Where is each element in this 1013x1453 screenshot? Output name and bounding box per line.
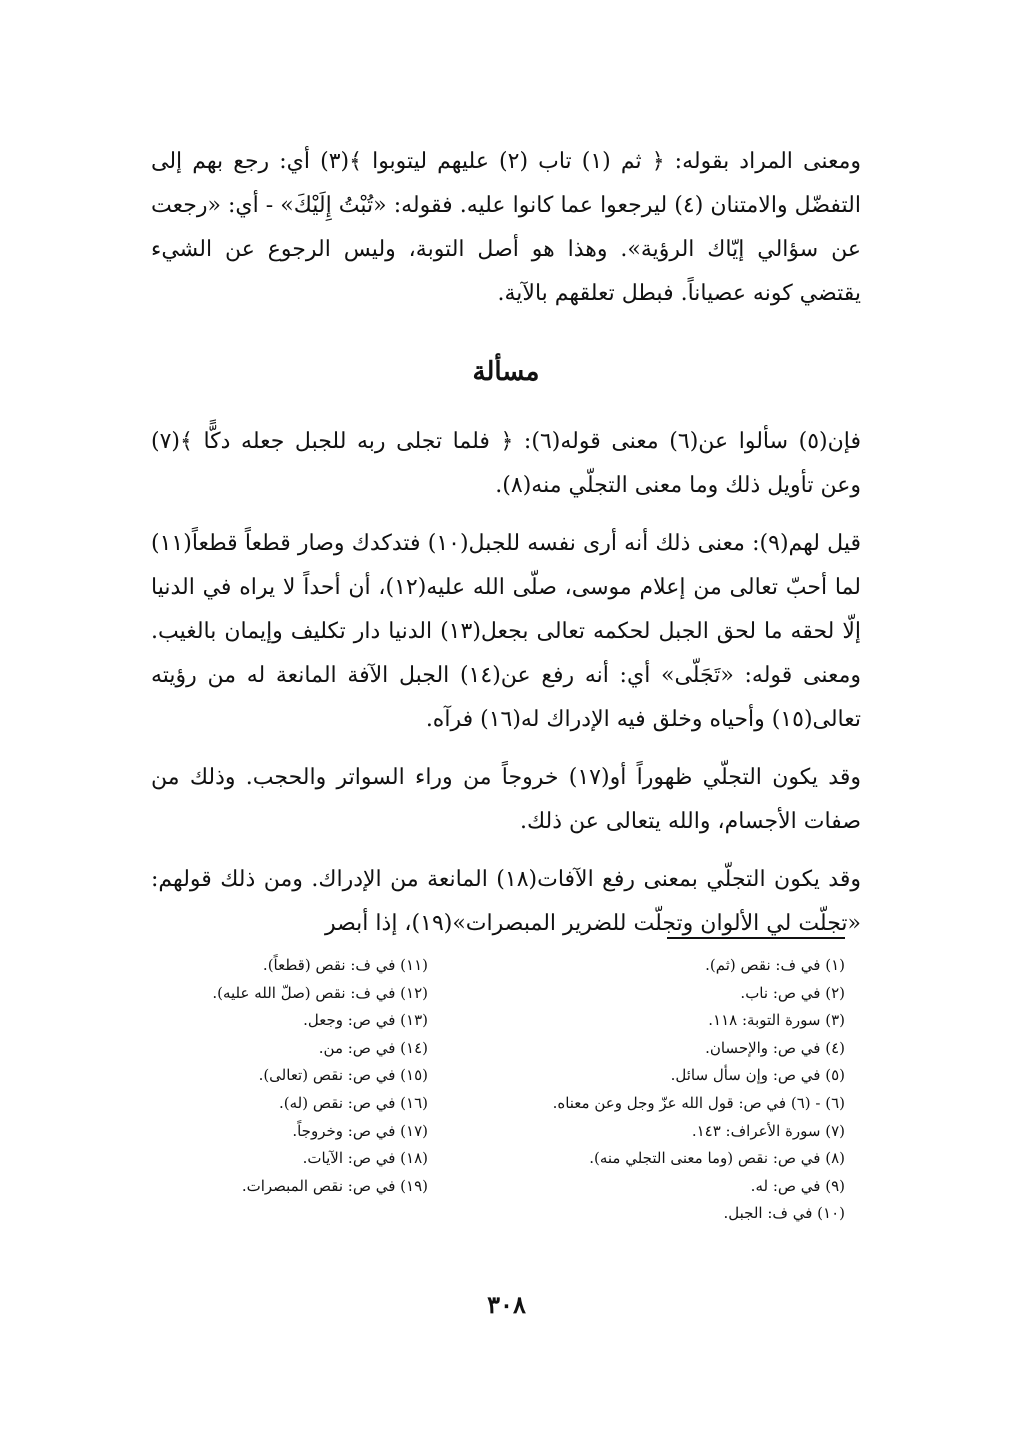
- footnote: (١٤) في ص: من.: [318, 1038, 428, 1057]
- footnote: (١٠) في ف: الجبل.: [723, 1204, 845, 1223]
- paragraph-removal: وقد يكون التجلّي بمعنى رفع الآفات(١٨) المانعة من الإدراك. ومن ذلك قولهم: «تجلّت لي الألوان وتجلّت للضرير المبصرات»(١٩)، إذا أبصر: [151, 867, 861, 936]
- footnote: (١٢) في ف: نقص (صلّ الله عليه).: [212, 983, 428, 1002]
- footnote: (٨) في ص: نقص (وما معنى التجلي منه).: [589, 1149, 845, 1168]
- footnote: (١٦) في ص: نقص (له).: [279, 1093, 428, 1112]
- footnote: (٥) في ص: وإن سأل سائل.: [670, 1066, 845, 1085]
- paragraph-intro: ومعنى المراد بقوله: ﴿ ثم (١) تاب (٢) عليهم ليتوبوا ﴾(٣) أي: رجع بهم إلى التفضّل والامتنان (٤) ليرجعوا عما كانوا عليه. فقوله: «تُبْتُ إِلَيْكَ» - أي: «رجعت عن سؤالي إيّاك الرؤية». وهذا هو أصل التوبة، وليس الرجوع عن الشيء يقتضي كونه عصياناً. فبطل تعلقهم بالآية.: [151, 149, 861, 306]
- footnotes-right-column: [505, 952, 845, 1228]
- main-text: [151, 140, 861, 946]
- page-number: ٣٠٨: [487, 1290, 526, 1319]
- paragraph-answer: قيل لهم(٩): معنى ذلك أنه أرى نفسه للجبل(١٠) فتدكدك وصار قطعاً قطعاً(١١) لما أحبّ تعالى من إعلام موسى، صلّى الله عليه(١٢)، أن أحداً لا يراه في الدنيا إلّا لحقه ما لحق الجبل لحكمه تعالى بجعل(١٣) الدنيا دار تكليف وإيمان بالغيب. ومعنى قوله: «تَجَلّى» أي: أنه رفع عن(١٤) الجبل الآفة المانعة له من رؤيته تعالى(١٥) وأحياه وخلق فيه الإدراك له(١٦) فرآه.: [151, 531, 861, 732]
- footnote: (٢) في ص: ناب.: [740, 983, 845, 1002]
- footnote: (١٣) في ص: وجعل.: [303, 1011, 428, 1030]
- footnote-separator: [667, 937, 845, 939]
- section-heading: مسألة: [472, 357, 540, 387]
- paragraph-question: فإن(٥) سألوا عن(٦) معنى قوله(٦): ﴿ فلما تجلى ربه للجبل جعله دكًّا ﴾(٧) وعن تأويل ذلك وما معنى التجلّي منه(٨).: [151, 429, 862, 498]
- footnote: (٩) في ص: له.: [750, 1176, 845, 1195]
- footnote: (١٩) في ص: نقص المبصرات.: [241, 1176, 428, 1195]
- footnote: (١٧) في ص: وخروجاً.: [292, 1121, 428, 1140]
- footnote: (٧) سورة الأعراف: ١٤٣.: [691, 1121, 845, 1140]
- footnote: (٦) - (٦) في ص: قول الله عزّ وجل وعن معناه.: [552, 1093, 845, 1112]
- footnote: (١) في ف: نقص (ثم).: [705, 956, 845, 974]
- footnote: (١١) في ف: نقص (قطعاً).: [262, 956, 428, 974]
- paragraph-appearance: وقد يكون التجلّي ظهوراً أو(١٧) خروجاً من وراء السواتر والحجب. وذلك من صفات الأجسام، والله يتعالى عن ذلك.: [151, 765, 861, 834]
- footnotes-left-column: [168, 952, 428, 1200]
- footnote: (٤) في ص: والإحسان.: [705, 1038, 845, 1057]
- footnote: (١٥) في ص: نقص (تعالى).: [258, 1066, 428, 1085]
- footnote: (١٨) في ص: الآيات.: [302, 1149, 428, 1168]
- footnote: (٣) سورة التوبة: ١١٨.: [708, 1011, 845, 1030]
